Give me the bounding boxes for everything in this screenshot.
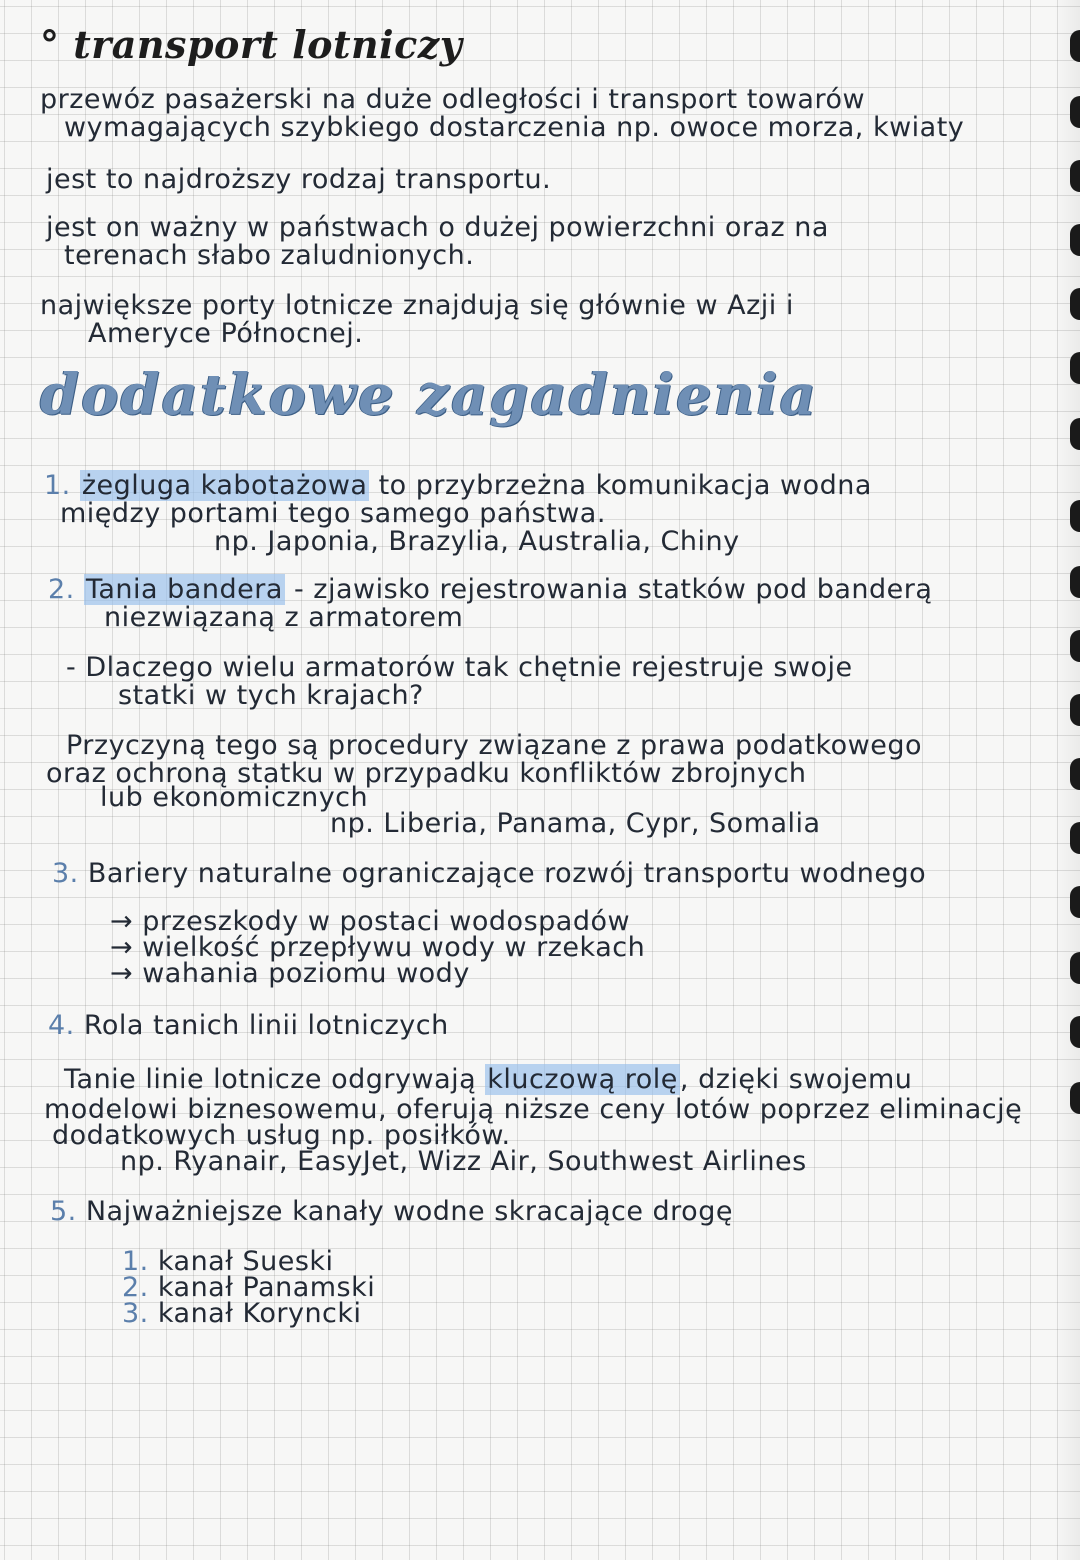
highlighted-term: żegluga kabotażowa (81, 470, 368, 501)
note-line: przewóz pasażerski na duże odległości i transport towarów (40, 84, 866, 115)
answer-text: , dzięki swojemu (679, 1064, 913, 1095)
binding-ring (1070, 566, 1080, 598)
item-5-line (50, 1196, 733, 1227)
list-number: 3. (122, 1298, 149, 1329)
binding-ring (1070, 96, 1080, 128)
page-title-text: transport lotniczy (73, 22, 463, 67)
binding-ring (1070, 952, 1080, 984)
bullet-line: → wahania poziomu wody (110, 958, 470, 989)
item-2-line (48, 574, 932, 605)
item-text: Bariery naturalne ograniczające rozwój transportu wodnego (87, 858, 927, 889)
answer-line: lub ekonomicznych (100, 782, 369, 813)
bullet-line: → przeszkody w postaci wodospadów (110, 906, 631, 937)
spiral-binding (1054, 0, 1080, 1560)
list-item (122, 1298, 362, 1329)
answer-line: Przyczyną tego są procedury związane z prawa podatkowego (66, 730, 923, 761)
note-line: wymagających szybkiego dostarczenia np. owoce morza, kwiaty (64, 112, 965, 143)
bullet-line: → wielkość przepływu wody w rzekach (110, 932, 646, 963)
note-line: niezwiązaną z armatorem (104, 602, 464, 633)
item-text: - zjawisko rejestrowania statków pod banderą (293, 574, 933, 605)
item-number: 1. (44, 470, 71, 501)
binding-ring (1070, 822, 1080, 854)
binding-ring (1070, 30, 1080, 62)
binding-ring (1070, 1082, 1080, 1114)
item-1-line (44, 470, 872, 501)
binding-ring (1070, 758, 1080, 790)
binding-ring (1070, 418, 1080, 450)
item-text: Najważniejsze kanały wodne skracające drogę (85, 1196, 733, 1227)
note-line: między portami tego samego państwa. (60, 498, 606, 529)
example-line: np. Liberia, Panama, Cypr, Somalia (330, 808, 821, 839)
note-line: jest on ważny w państwach o dużej powierzchni oraz na (46, 212, 829, 243)
example-line: np. Japonia, Brazylia, Australia, Chiny (214, 526, 740, 557)
note-line: Ameryce Północnej. (88, 318, 364, 349)
answer-line: dodatkowych usług np. posiłków. (52, 1120, 511, 1151)
bullet: ° (40, 22, 74, 67)
binding-ring (1070, 630, 1080, 662)
binding-ring (1070, 224, 1080, 256)
note-line: jest to najdroższy rodzaj transportu. (46, 164, 552, 195)
binding-ring (1070, 352, 1080, 384)
item-number: 5. (50, 1196, 77, 1227)
section-heading: dodatkowe zagadnienia (40, 362, 818, 428)
list-text: kanał Koryncki (157, 1298, 362, 1329)
item-number: 3. (52, 858, 79, 889)
page-title (40, 22, 462, 67)
highlighted-term: Tania bandera (85, 574, 283, 605)
item-text: to przybrzeżna komunikacja wodna (378, 470, 872, 501)
list-number: 2. (122, 1272, 149, 1303)
question-line: - Dlaczego wielu armatorów tak chętnie rejestruje swoje (66, 652, 853, 683)
example-line: np. Ryanair, EasyJet, Wizz Air, Southwest Airlines (120, 1146, 807, 1177)
answer-line: oraz ochroną statku w przypadku konfliktów zbrojnych (46, 758, 807, 789)
item-number: 4. (48, 1010, 75, 1041)
answer-line: modelowi biznesowemu, oferują niższe ceny lotów poprzez eliminację (44, 1094, 1023, 1125)
list-text: kanał Sueski (157, 1246, 334, 1277)
answer-text: Tanie linie lotnicze odgrywają (64, 1064, 477, 1095)
binding-ring (1070, 694, 1080, 726)
question-line: statki w tych krajach? (118, 680, 424, 711)
list-text: kanał Panamski (157, 1272, 376, 1303)
binding-ring (1070, 160, 1080, 192)
note-line: największe porty lotnicze znajdują się głównie w Azji i (40, 290, 794, 321)
binding-ring (1070, 886, 1080, 918)
answer-line (64, 1064, 912, 1095)
binding-ring (1070, 1016, 1080, 1048)
item-number: 2. (48, 574, 75, 605)
note-line: terenach słabo zaludnionych. (64, 240, 475, 271)
list-number: 1. (122, 1246, 149, 1277)
item-4-line (48, 1010, 449, 1041)
item-text: Rola tanich linii lotniczych (83, 1010, 449, 1041)
highlighted-term: kluczową rolę (487, 1064, 678, 1095)
binding-ring (1070, 500, 1080, 532)
item-3-line (52, 858, 926, 889)
binding-ring (1070, 288, 1080, 320)
